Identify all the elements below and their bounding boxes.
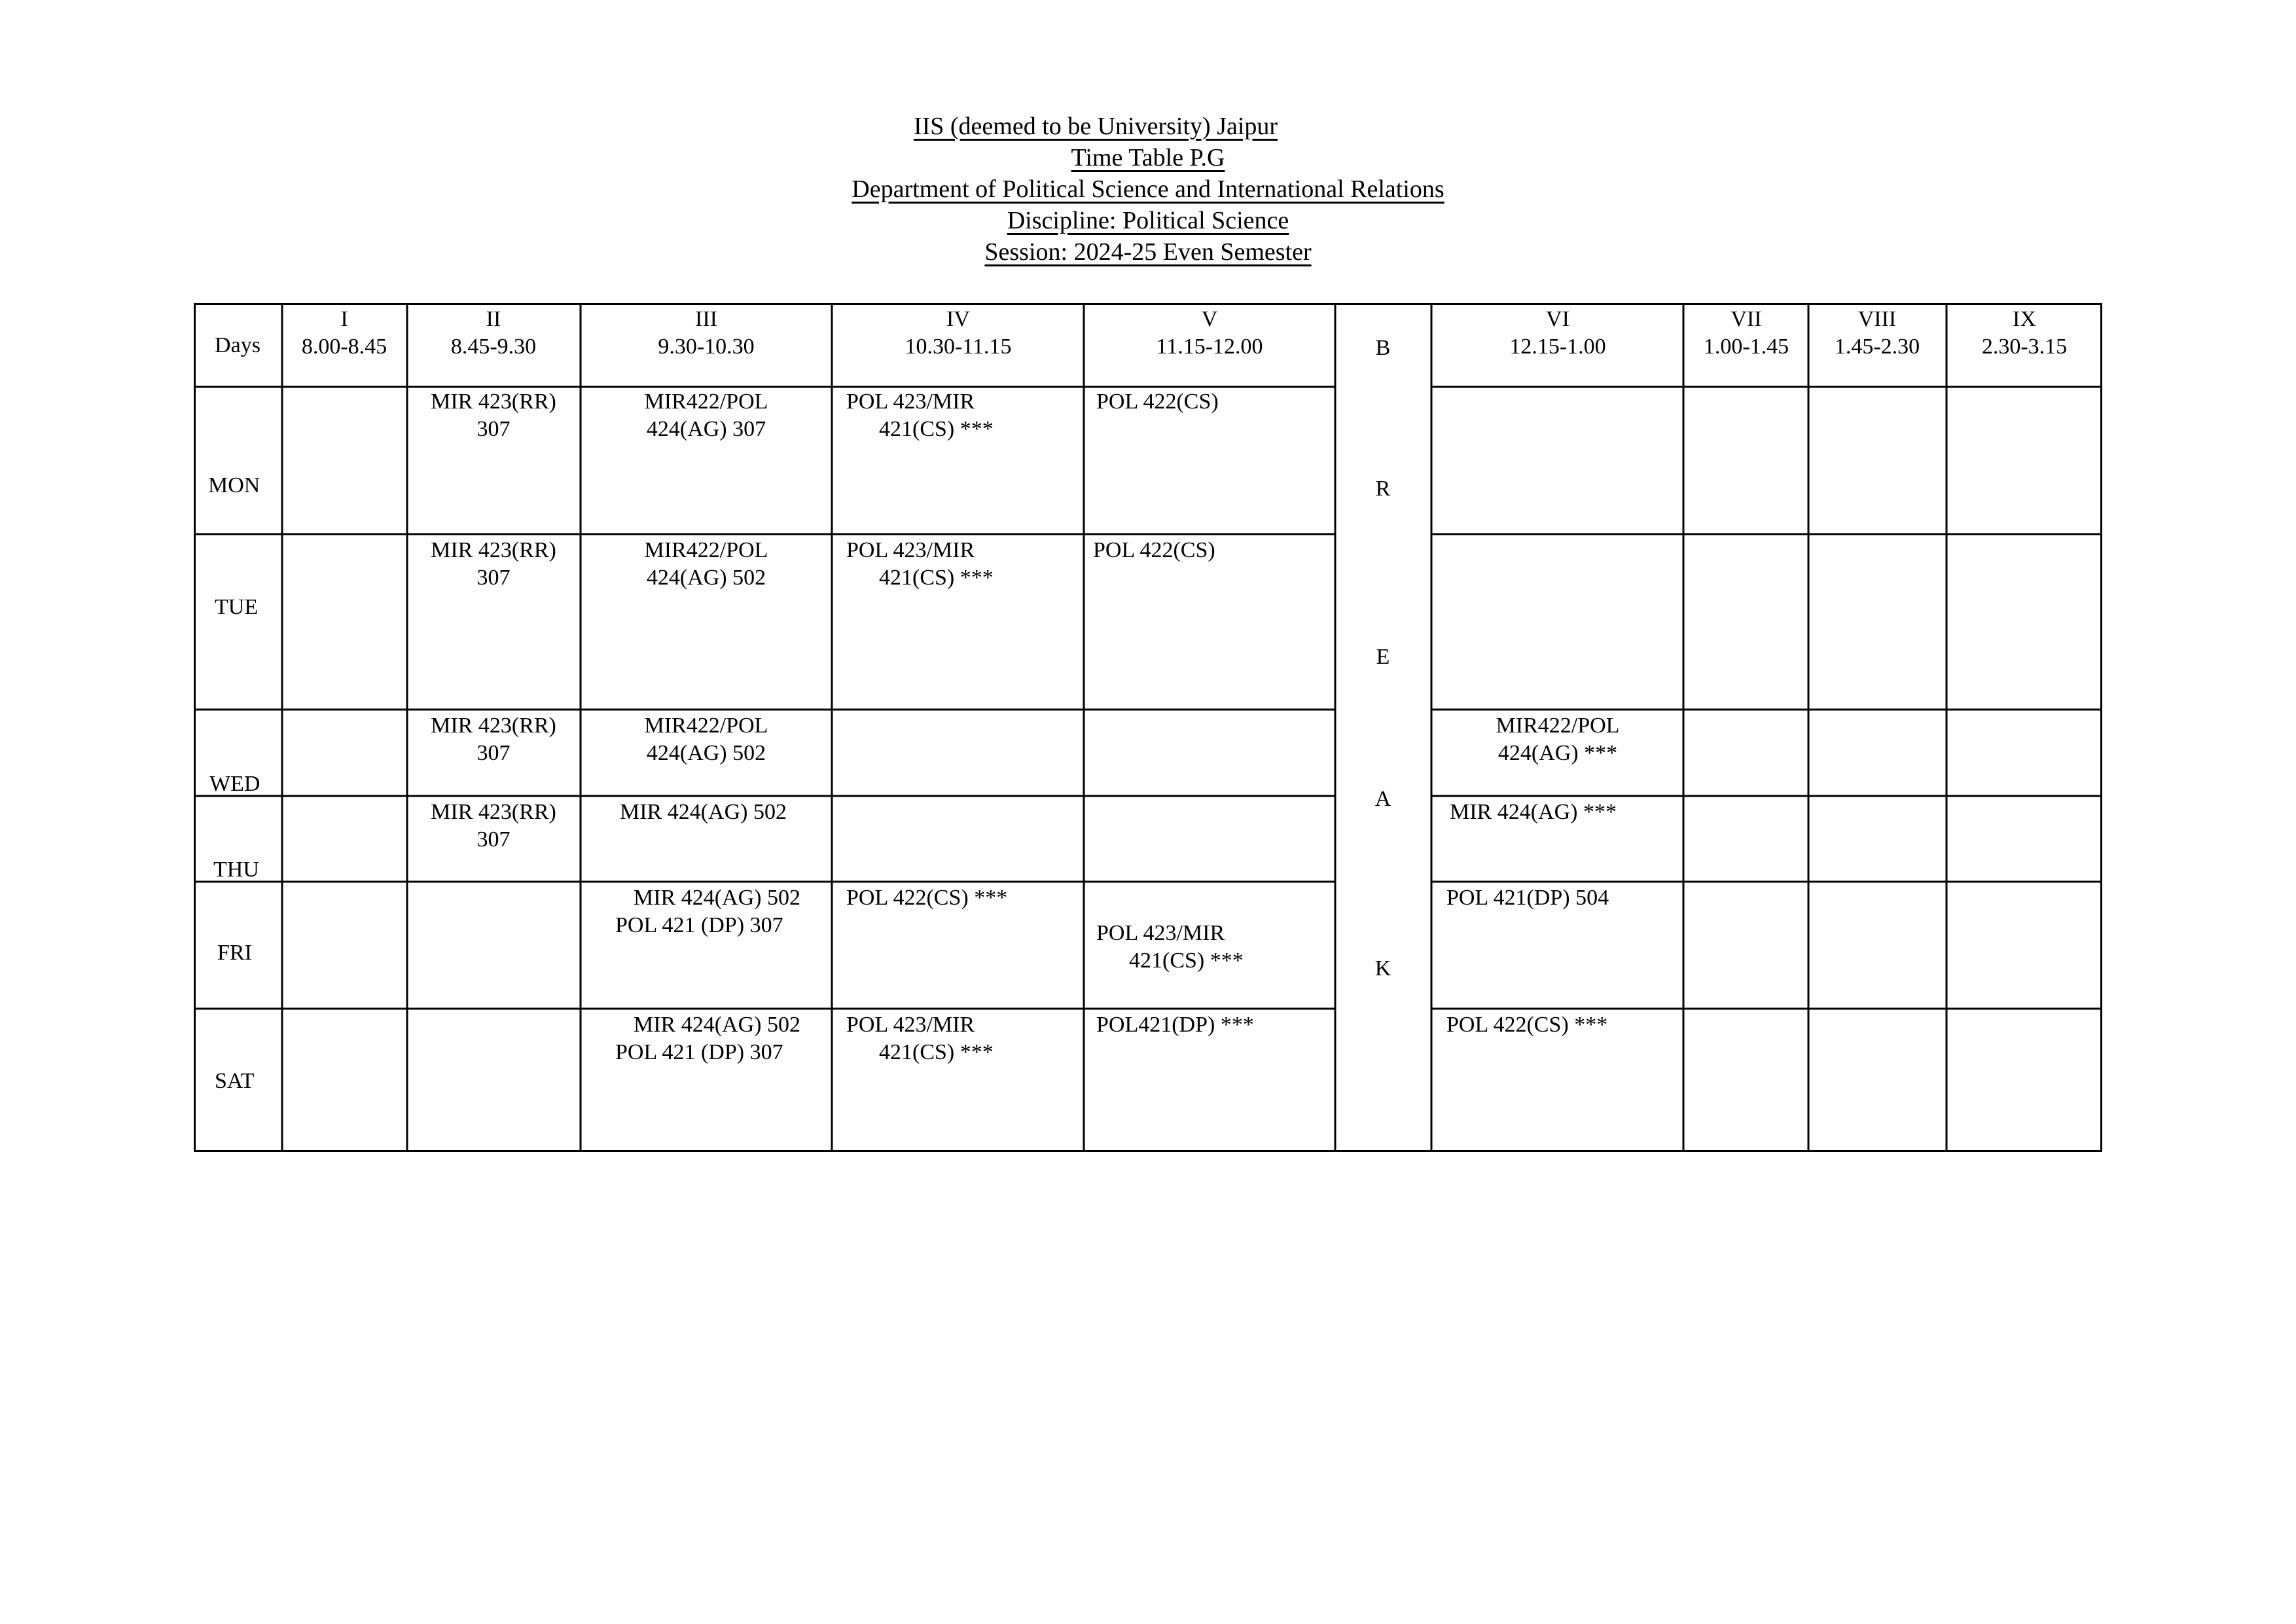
period-8-number: VIII <box>1857 307 1897 331</box>
class-cell: 424(AG) *** <box>1498 741 1618 765</box>
period-2-time: 8.45-9.30 <box>450 334 537 359</box>
period-4-number: IV <box>946 307 970 331</box>
class-cell: 421(CS) *** <box>879 566 994 590</box>
discipline-label: Discipline: Political Science <box>1007 207 1289 234</box>
class-cell: POL 423/MIR <box>846 1013 975 1037</box>
timetable <box>194 303 2102 1152</box>
break-letter: B <box>1375 336 1391 360</box>
department-name: Department of Political Science and International Relations <box>852 175 1444 203</box>
class-cell: POL 422(CS) *** <box>846 886 1008 910</box>
class-cell: 307 <box>476 566 511 590</box>
class-cell: POL 422(CS) <box>1096 389 1219 414</box>
class-cell: MIR 424(AG) *** <box>1450 800 1617 824</box>
class-cell: POL 421 (DP) 307 <box>615 913 783 937</box>
break-letter: A <box>1374 787 1391 811</box>
class-cell: MIR 423(RR) <box>431 713 556 738</box>
class-cell: POL421(DP) *** <box>1096 1013 1254 1037</box>
period-1-time: 8.00-8.45 <box>301 334 387 359</box>
class-cell: MIR 424(AG) 502 <box>620 800 787 824</box>
class-cell: 307 <box>476 417 511 441</box>
class-cell: POL 423/MIR <box>846 538 975 562</box>
period-1-number: I <box>340 307 348 331</box>
period-8-time: 1.45-2.30 <box>1834 334 1920 359</box>
class-cell: POL 423/MIR <box>1096 921 1225 945</box>
break-letter: R <box>1375 477 1391 501</box>
class-cell: POL 422(CS) *** <box>1446 1013 1608 1037</box>
period-9-number: IX <box>2013 307 2036 331</box>
class-cell: POL 421(DP) 504 <box>1446 886 1609 910</box>
class-cell: MIR 423(RR) <box>431 538 556 562</box>
class-cell: 421(CS) *** <box>879 417 994 441</box>
class-cell: 424(AG) 502 <box>646 566 766 590</box>
class-cell: POL 421 (DP) 307 <box>615 1040 783 1064</box>
class-cell: MIR 424(AG) 502 <box>634 1013 800 1037</box>
period-3-time: 9.30-10.30 <box>658 334 755 359</box>
class-cell: MIR422/POL <box>644 713 768 738</box>
class-cell: MIR 424(AG) 502 <box>634 886 800 910</box>
days-header: Days <box>215 333 260 357</box>
class-cell: 424(AG) 307 <box>646 417 766 441</box>
day-label: WED <box>209 772 260 796</box>
university-name: IIS (deemed to be University) Jaipur <box>913 113 1278 140</box>
period-9-time: 2.30-3.15 <box>1981 334 2068 359</box>
class-cell: POL 423/MIR <box>846 389 975 414</box>
class-cell: 307 <box>476 741 511 765</box>
class-cell: MIR422/POL <box>644 538 768 562</box>
class-cell: 421(CS) *** <box>879 1040 994 1064</box>
period-2-number: II <box>486 307 501 331</box>
period-5-number: V <box>1201 307 1218 331</box>
class-cell: MIR 423(RR) <box>431 389 556 414</box>
day-label: MON <box>208 473 260 497</box>
class-cell: 421(CS) *** <box>1129 948 1244 973</box>
period-5-time: 11.15-12.00 <box>1156 334 1263 359</box>
break-letter: K <box>1374 956 1391 981</box>
period-6-time: 12.15-1.00 <box>1509 334 1606 359</box>
class-cell: MIR422/POL <box>644 389 768 414</box>
timetable-title: Time Table P.G <box>1071 144 1225 171</box>
day-label: SAT <box>215 1069 255 1093</box>
period-7-number: VII <box>1731 307 1762 331</box>
break-letter: E <box>1376 645 1390 669</box>
class-cell: MIR 423(RR) <box>431 800 556 824</box>
class-cell: 424(AG) 502 <box>646 741 766 765</box>
class-cell: MIR422/POL <box>1496 713 1620 738</box>
day-label: TUE <box>215 595 259 619</box>
period-6-number: VI <box>1546 307 1570 331</box>
period-4-time: 10.30-11.15 <box>905 334 1012 359</box>
period-3-number: III <box>695 307 717 331</box>
class-cell: 307 <box>476 827 511 852</box>
day-label: FRI <box>217 941 252 965</box>
day-label: THU <box>213 857 259 882</box>
period-7-time: 1.00-1.45 <box>1703 334 1789 359</box>
session-label: Session: 2024-25 Even Semester <box>984 238 1312 266</box>
class-cell: POL 422(CS) <box>1093 538 1215 562</box>
